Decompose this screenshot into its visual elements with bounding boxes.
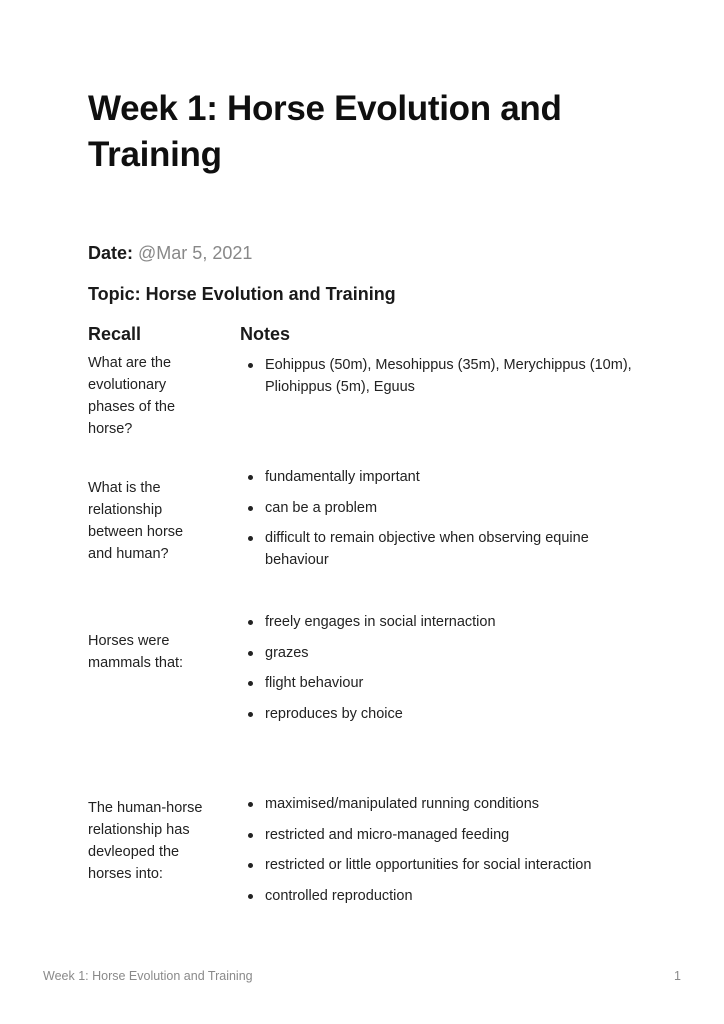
note-item: grazes: [247, 642, 647, 664]
note-item: restricted and micro-managed feeding: [247, 824, 667, 846]
bullet-icon: [248, 506, 253, 511]
bullet-icon: [248, 712, 253, 717]
notes-list: [247, 354, 647, 407]
footer-page-number: 1: [674, 969, 681, 983]
bullet-icon: [248, 863, 253, 868]
recall-cell: What is the relationship between horse and human?: [88, 480, 184, 562]
recall-cell: What are the evolutionary phases of the horse?: [88, 355, 176, 437]
notes-column-header: Notes: [240, 324, 291, 344]
bullet-icon: [248, 620, 253, 625]
recall-cell: Horses were mammals that:: [88, 633, 184, 671]
note-item: restricted or little opportunities for social interaction: [247, 854, 667, 876]
bullet-icon: [248, 833, 253, 838]
date-label: Date:: [88, 243, 134, 263]
note-item: reproduces by choice: [247, 703, 647, 725]
recall-cell: The human-horse relationship has devleoped the horses into:: [88, 800, 203, 882]
note-item: Eohippus (50m), Mesohippus (35m), Merychippus (10m), Pliohippus (5m), Eguus: [247, 354, 647, 398]
note-item: freely engages in social internaction: [247, 611, 647, 633]
date-property: [88, 241, 252, 265]
bullet-icon: [248, 651, 253, 656]
topic-heading: Topic: Horse Evolution and Training: [88, 284, 396, 304]
notes-list: [247, 611, 647, 733]
note-item: difficult to remain objective when observing equine behaviour: [247, 527, 647, 571]
note-item: maximised/manipulated running conditions: [247, 793, 667, 815]
bullet-icon: [248, 536, 253, 541]
bullet-icon: [248, 475, 253, 480]
footer-title: Week 1: Horse Evolution and Training: [43, 969, 253, 983]
note-item: fundamentally important: [247, 466, 647, 488]
note-item: flight behaviour: [247, 672, 647, 694]
bullet-icon: [248, 363, 253, 368]
notes-list: [247, 466, 647, 580]
bullet-icon: [248, 802, 253, 807]
notes-list: [247, 793, 667, 915]
date-value[interactable]: @Mar 5, 2021: [138, 243, 253, 263]
recall-column-header: Recall: [88, 324, 142, 344]
note-item: controlled reproduction: [247, 885, 667, 907]
bullet-icon: [248, 681, 253, 686]
note-item: can be a problem: [247, 497, 647, 519]
page-title: Week 1: Horse Evolution and Training: [88, 89, 562, 174]
bullet-icon: [248, 894, 253, 899]
